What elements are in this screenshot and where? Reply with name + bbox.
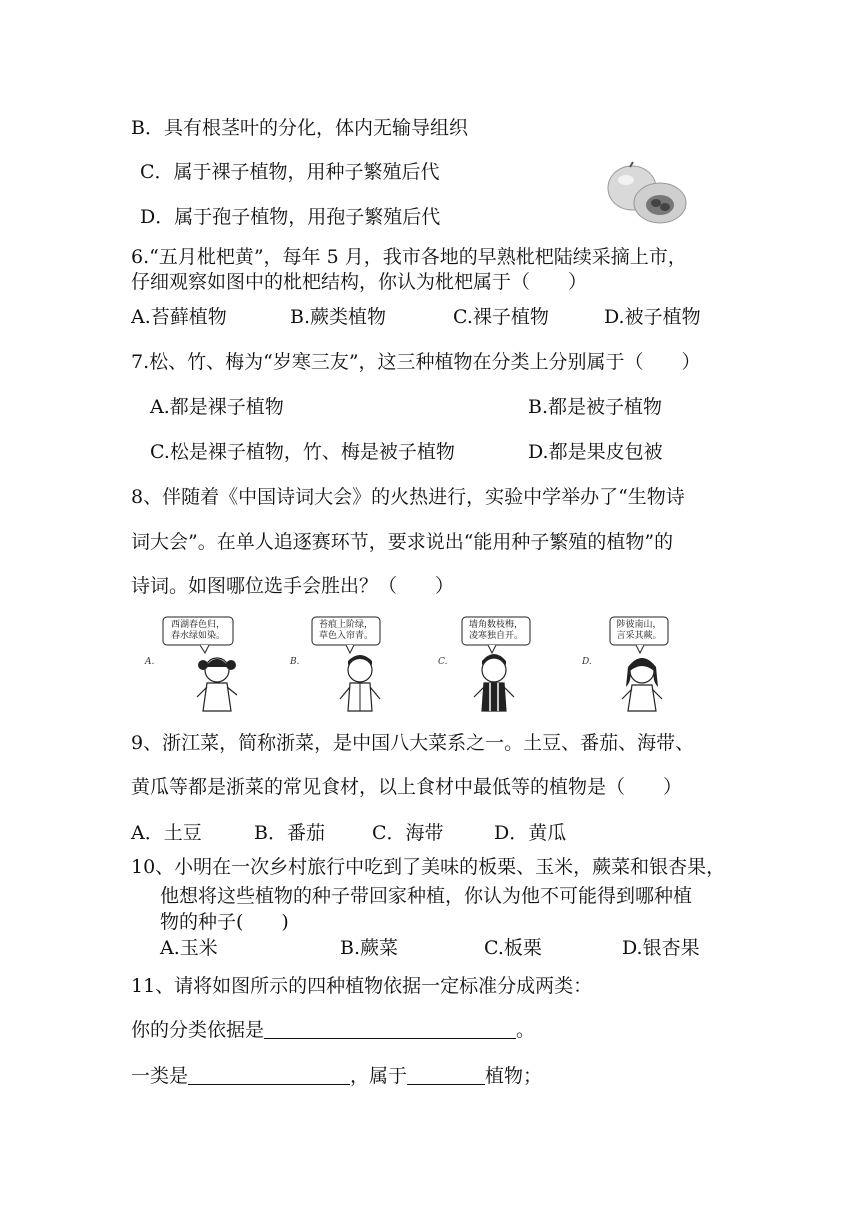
q10-option-a: A.玉米 [160,937,218,959]
q10-option-b: B.蕨菜 [340,937,399,959]
q11-type-blank[interactable] [407,1064,485,1085]
q9-option-d: D．黄瓜 [494,822,567,844]
q5-option-b: B．具有根茎叶的分化，体内无输导组织 [131,117,468,139]
q11-basis-blank[interactable] [264,1018,516,1039]
q11-basis-line [131,1018,535,1042]
q6-stem-line1: 6.“五月枇杷黄”，每年 5 月，我市各地的早熟枇杷陆续采摘上市， [131,246,687,268]
q11-basis-prefix: 你的分类依据是 [131,1019,265,1041]
q7-option-d: D.都是果皮包被 [528,441,663,463]
q11-class-mid: ，属于 [350,1065,408,1087]
q8-panel-a-tag: A. [145,657,155,667]
q8-panel-b-line1: 苔痕上阶绿， [318,620,373,630]
q7-stem: 7.松、竹、梅为“岁寒三友”，这三种植物在分类上分别属于（ ） [131,351,701,373]
q10-stem-line2: 他想将这些植物的种子带回家种植，你认为他不可能得到哪种植 [160,885,693,907]
q11-class-line [131,1064,542,1088]
q5-option-d: D．属于孢子植物，用孢子繁殖后代 [140,206,441,228]
q11-class-prefix: 一类是 [131,1065,189,1087]
q6-option-c: C.裸子植物 [453,306,549,328]
q10-stem-line1: 10、小明在一次乡村旅行中吃到了美味的板栗、玉米，蕨菜和银杏果， [131,856,726,878]
q9-option-a: A．土豆 [131,822,202,844]
q8-panel-a-line2: 春水绿如染。 [170,631,225,641]
q8-panel-c-line2: 凌寒独自开。 [468,631,523,641]
q8-stem-line2: 词大会”。在单人追逐赛环节，要求说出“能用种子繁殖的植物”的 [131,531,674,553]
q7-option-b: B.都是被子植物 [528,396,663,418]
q6-option-b: B.蕨类植物 [290,306,387,328]
q8-panel-a [145,615,295,715]
q11-class-suffix: 植物； [485,1065,543,1087]
q8-panel-b [290,615,440,715]
q6-option-a: A.苔藓植物 [131,306,227,328]
q7-option-c: C.松是裸子植物，竹、梅是被子植物 [150,441,455,463]
q8-panel-c-tag: C. [438,657,448,667]
q11-basis-suffix: 。 [516,1019,536,1041]
loquat-image [600,158,690,228]
q8-panel-b-line2: 草色入帘青。 [318,631,373,641]
q5-option-c: C．属于裸子植物，用种子繁殖后代 [140,161,440,183]
q8-panel-d-line1: 陟彼南山， [616,620,662,630]
q9-option-c: C．海带 [372,822,444,844]
q11-class-blank[interactable] [188,1064,350,1085]
q7-option-a: A.都是裸子植物 [150,396,284,418]
q8-panel-a-line1: 西湖春色归， [170,620,225,630]
q8-panel-c [438,615,588,715]
q11-stem: 11、请将如图所示的四种植物依据一定标准分成两类： [131,975,593,997]
q8-panel-d [582,615,732,715]
q8-panel-d-tag: D. [582,657,592,667]
q10-stem-line3: 物的种子( ) [160,911,289,933]
q8-stem-line1: 8、伴随着《中国诗词大会》的火热进行，实验中学举办了“生物诗 [131,486,685,508]
q9-stem-line2: 黄瓜等都是浙菜的常见食材，以上食材中最低等的植物是（ ） [131,776,683,798]
q8-panel-d-line2: 言采其蕨。 [616,631,662,641]
q8-panel-b-tag: B. [290,657,300,667]
q8-stem-line3: 诗词。如图哪位选手会胜出？（ ） [131,575,455,597]
q8-panel-c-line1: 墙角数枝梅， [468,620,523,630]
q10-option-d: D.银杏果 [622,937,700,959]
q6-stem-line2: 仔细观察如图中的枇杷结构，你认为枇杷属于（ ） [131,271,588,293]
q9-option-b: B．番茄 [254,822,325,844]
q6-option-d: D.被子植物 [604,306,701,328]
q9-stem-line1: 9、浙江菜，简称浙菜，是中国八大菜系之一。土豆、番茄、海带、 [131,732,695,754]
q10-option-c: C.板栗 [484,937,542,959]
